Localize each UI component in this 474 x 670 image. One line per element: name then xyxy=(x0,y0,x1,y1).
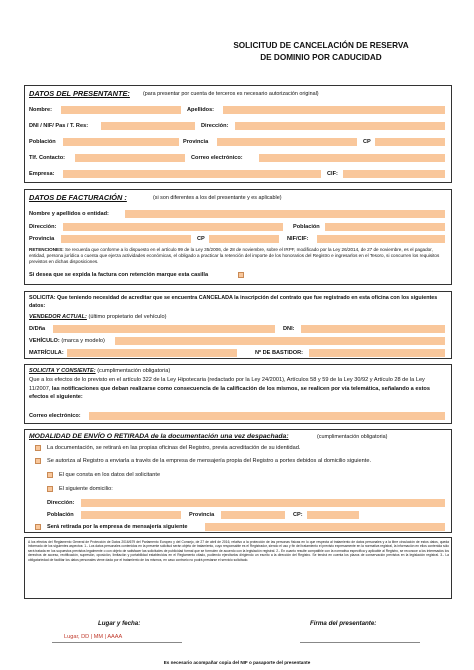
retenciones-text xyxy=(29,247,447,266)
lugar-label: Lugar y fecha: xyxy=(98,620,141,627)
tlf-label: Tlf. Contacto: xyxy=(29,155,66,161)
opt2b-label: El siguiente domicilio: xyxy=(59,486,113,492)
bastidor-field[interactable] xyxy=(309,349,445,357)
consiente-section xyxy=(24,364,452,424)
correo-field[interactable] xyxy=(259,154,445,162)
envio-poblacion-label: Población xyxy=(47,512,74,518)
direccion-field[interactable] xyxy=(235,122,445,130)
consiente-text2: las notificaciones que deban realizarse como consecuencia de la calificación de los mismos, se realicen por vía telemática, señalando a estos efectos el siguiente: xyxy=(29,385,430,401)
matricula-field[interactable] xyxy=(67,349,237,357)
lugar-underline xyxy=(52,642,182,643)
fact-poblacion-field[interactable] xyxy=(325,223,445,231)
form-title-line2: DE DOMINIO POR CADUCIDAD xyxy=(260,53,382,62)
retenciones-body: Se recuerda que conforme a lo dispuesto en el artículo 99 de la Ley 35/2006, de 28 de noviembre, sobre el IRPF, modificado por la Ley 26/2014, de 27 de noviembre, es el pagador, entidad, persona jurídica o cuenta que ejerza actividades económicas, el obligado a practicar la retención del importe de los honorarios del Registro e ingresarlos en el Tesoro, si concurren los requisitos previstos en dichas disposiciones. xyxy=(29,247,440,265)
vendedor-name-label: D/Dña xyxy=(29,326,46,332)
footer-note: Es necesario acompañar copia del NIF o pasaporte del presentante xyxy=(163,660,311,665)
facturacion-title: DATOS DE FACTURACIÓN : xyxy=(29,193,127,202)
envio-cp-field[interactable] xyxy=(307,511,359,519)
vehiculo-label xyxy=(29,337,105,345)
fact-nombre-field[interactable] xyxy=(125,210,445,218)
provincia-label: Provincia xyxy=(183,139,209,145)
envio-direccion-label: Dirección: xyxy=(47,500,75,506)
fact-cp-field[interactable] xyxy=(209,235,279,243)
bastidor-label: Nº DE BASTIDOR: xyxy=(255,350,304,356)
opt3-checkbox[interactable] xyxy=(35,524,41,530)
vendedor-dni-label: DNI: xyxy=(283,326,295,332)
cif-field[interactable] xyxy=(343,170,445,178)
envio-subtitle: (cumplimentación obligatoria) xyxy=(317,434,388,440)
opt1-label: La documentación, se retirará en las propias oficinas del Registro, previa acreditación de su identidad. xyxy=(47,445,301,451)
opt3-label: Será retirada por la empresa de mensajería siguiente xyxy=(47,524,188,530)
vendedor-name-field[interactable] xyxy=(53,325,275,333)
fact-direccion-label: Dirección: xyxy=(29,224,57,230)
fact-direccion-field[interactable] xyxy=(63,223,283,231)
facturacion-section xyxy=(24,189,452,285)
nombre-field[interactable] xyxy=(61,106,181,114)
correo-label: Correo electrónico: xyxy=(191,155,243,161)
envio-title: MODALIDAD DE ENVÍO O RETIRADA de la documentación una vez despachada: xyxy=(29,433,289,440)
opt2-label: Se autoriza al Registro a enviarla a través de la empresa de mensajería propia del Registro a portes debidos al domicilio siguiente. xyxy=(47,458,371,464)
fact-nifcif-label: NIF/CIF: xyxy=(287,236,309,242)
vehiculo-field[interactable] xyxy=(115,337,445,345)
cif-label: CIF: xyxy=(327,171,338,177)
retenciones-label: RETENCIONES: xyxy=(29,247,64,252)
dni-field[interactable] xyxy=(101,122,195,130)
poblacion-label: Población xyxy=(29,139,56,145)
cp-label: CP xyxy=(363,139,371,145)
consiente-text xyxy=(29,376,447,402)
envio-direccion-field[interactable] xyxy=(81,499,445,507)
vendedor-dni-field[interactable] xyxy=(301,325,445,333)
facturacion-subtitle: (si son diferentes a los del presentante y es aplicable) xyxy=(153,195,282,201)
presentante-section xyxy=(24,85,452,183)
fact-provincia-field[interactable] xyxy=(61,235,191,243)
opt1-checkbox[interactable] xyxy=(35,445,41,451)
envio-provincia-field[interactable] xyxy=(221,511,285,519)
fact-provincia-label: Provincia xyxy=(29,236,55,242)
opt2a-checkbox[interactable] xyxy=(47,472,53,478)
fact-nombre-label: Nombre y apellidos o entidad: xyxy=(29,211,109,217)
consiente-text1: Que a los efectos de lo previsto en el artículo 322 de la Ley Hipotecaria (redactado por la Ley 24/2001), Artículos 58 y 59 de la Ley 30/92 y Artículo 28 de la Ley 11/2007, xyxy=(29,377,425,392)
matricula-label: MATRÍCULA: xyxy=(29,350,64,356)
consiente-title: SOLICITA Y CONSIENTE: xyxy=(29,368,96,374)
presentante-subtitle: (para presentar por cuenta de terceros es necesario autorización original) xyxy=(143,91,319,97)
nombre-label: Nombre: xyxy=(29,107,52,113)
vehiculo-label-text: VEHÍCULO: xyxy=(29,338,60,344)
fact-nifcif-field[interactable] xyxy=(317,235,445,243)
provincia-field[interactable] xyxy=(217,138,357,146)
form-title-line1: SOLICITUD DE CANCELACIÓN DE RESERVA xyxy=(233,41,409,50)
opt2a-label: El que consta en los datos del solicitante xyxy=(59,472,161,478)
presentante-title: DATOS DEL PRESENTANTE: xyxy=(29,89,130,98)
opt2-checkbox[interactable] xyxy=(35,458,41,464)
solicita-text: SOLICITA: Que teniendo necesidad de acreditar que se encuentra CANCELADA la inscripción del contrato que fue registrado en esta oficina con los siguientes datos: xyxy=(29,295,438,310)
opt2b-checkbox[interactable] xyxy=(47,486,53,492)
consiente-header xyxy=(29,367,170,375)
empresa-field[interactable] xyxy=(63,170,321,178)
vendedor-subtitle: (último propietario del vehículo) xyxy=(88,314,167,320)
retencion-checkbox[interactable] xyxy=(238,272,244,278)
tlf-field[interactable] xyxy=(75,154,185,162)
legal-text: A los efectos del Reglamento General de Protección de Datos 2016/679 del Parlamento Europeo y del Consejo, de 27 de abril de 2016, relativo a la protección de las personas físicas en lo que respecta al tratamiento de datos personales y a la libre circulación de estos datos, queda informado de los siguientes aspectos: 1.- Los datos personales contenidos en la presente solicitud serán objeto de tratamiento, cuyo responsable es el Registrador, siendo el uso y fin del tratamiento el previsto expresamente en la normativa registral, la información en ellos contenida sólo será tratada en los supuestos previstos legalmente o con objeto de satisfacer las solicitudes de publicidad formal que se formulen de acuerdo con la legislación registral. 2.- En cuanto resulte compatible con la normativa específica y aplicable al Registro, se reconoce a los interesados los derechos de acceso, rectificación, supresión, oposición, limitación y portabilidad establecidos en el Reglamento citado, pudiendo ejercitarlos dirigiendo un escrito a la dirección del Registro. Se tendrá en cuenta los plazos de conservación previstos en la legislación registral. 3.- La obligatoriedad de facilitar los datos personales viene dada por el tratamiento de los mismos, en caso contrario no podrá prestarse el servicio solicitado. xyxy=(28,540,449,562)
consiente-subtitle: (cumplimentación obligatoria) xyxy=(97,368,171,374)
consiente-correo-field[interactable] xyxy=(89,412,445,420)
cp-field[interactable] xyxy=(375,138,445,146)
consiente-correo-label: Correo electrónico: xyxy=(29,413,81,419)
retencion-question: Si desea que se expida la factura con retención marque esta casilla xyxy=(29,272,209,278)
apellidos-field[interactable] xyxy=(223,106,445,114)
envio-poblacion-field[interactable] xyxy=(81,511,181,519)
dni-label: DNI / NIF/ Pas / T. Res: xyxy=(29,123,89,129)
fact-poblacion-label: Población xyxy=(293,224,320,230)
fact-cp-label: CP xyxy=(197,236,205,242)
envio-section xyxy=(24,429,452,533)
firma-underline xyxy=(300,642,420,643)
opt3-field[interactable] xyxy=(205,523,445,531)
legal-section xyxy=(24,537,452,599)
solicita-section xyxy=(24,291,452,359)
poblacion-field[interactable] xyxy=(63,138,179,146)
vendedor-title xyxy=(29,313,167,321)
direccion-label: Dirección: xyxy=(201,123,229,129)
apellidos-label: Apellidos: xyxy=(187,107,215,113)
lugar-value[interactable]: Lugar, DD | MM | AAAA xyxy=(64,634,123,640)
envio-cp-label: CP: xyxy=(293,512,303,518)
empresa-label: Empresa: xyxy=(29,171,55,177)
vendedor-title-text: VENDEDOR ACTUAL: xyxy=(29,314,87,320)
firma-label: Firma del presentante: xyxy=(310,620,377,627)
vehiculo-sub: (marca y modelo) xyxy=(61,338,105,344)
envio-provincia-label: Provincia xyxy=(189,512,215,518)
